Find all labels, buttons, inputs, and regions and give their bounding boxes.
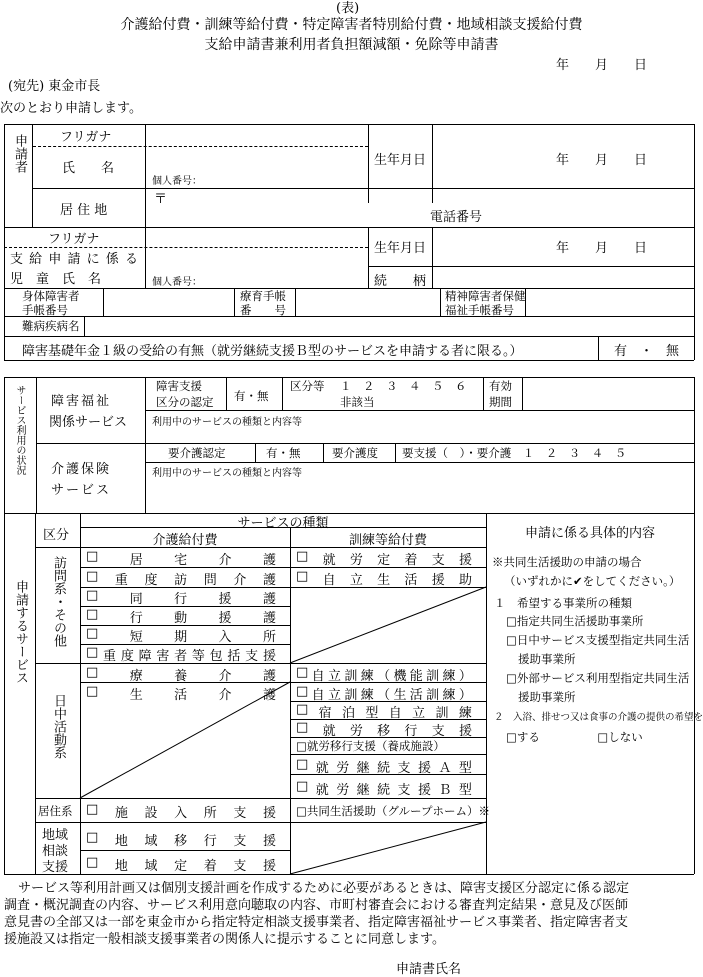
care-cert-choice[interactable]: 有・無 xyxy=(266,446,301,460)
usage-side-label: サービス利用の状況 xyxy=(14,385,25,475)
welfare-service-label: 障害福祉 xyxy=(51,394,112,409)
option-gaibu-service[interactable]: □外部サービス利用型指定共同生活 xyxy=(506,671,690,685)
service-jiritsu-seikatsu[interactable]: □ 自 立 生 活 援 助 xyxy=(296,569,472,588)
category-label: 区分等 xyxy=(290,379,325,393)
service-kodo-engo[interactable]: □ 行 動 援 護 xyxy=(86,607,276,626)
option-shitei-kyodo[interactable]: □指定共同生活援助事業所 xyxy=(506,614,644,628)
physical-handbook-label: 身体障害者 xyxy=(22,289,80,303)
group-kyoju-label: 居住系 xyxy=(38,804,73,818)
child-furigana-label: フリガナ xyxy=(48,232,100,247)
service-shukuhaku-jiritsu[interactable]: □ 宿 泊 型 自 立 訓 練 xyxy=(296,702,472,721)
option-nicchu-service[interactable]: □日中サービス支援型指定共同生活 xyxy=(506,633,690,647)
service-chiiki-iko[interactable]: □ 地 域 移 行 支 援 xyxy=(86,830,276,849)
kubun-header: 区分 xyxy=(43,528,70,543)
care-level-value[interactable]: 要支援（ ）・要介護 １ ２ ３ ４ ５ xyxy=(402,446,627,460)
applicant-mynumber-label: 個人番号： xyxy=(152,176,202,187)
postal-mark: 〒 xyxy=(154,192,168,207)
detail-item1: １ 希望する事業所の種類 xyxy=(494,596,632,610)
child-birth-value[interactable]: 年 月 日 xyxy=(556,241,648,256)
service-keizoku-a[interactable]: □ 就 労 継 続 支 援 Ａ 型 xyxy=(296,757,472,776)
physical-handbook-label-2: 手帳番号 xyxy=(22,303,68,317)
addressee: (宛先) 東金市長 xyxy=(8,79,101,94)
service-judo-hokatsu[interactable]: □ 重 度 障 害 者 等 包 括 支 援 xyxy=(86,645,276,664)
applicant-birth-value[interactable]: 年 月 日 xyxy=(556,153,648,168)
child-mynumber-label: 個人番号： xyxy=(152,277,202,288)
service-doko-engo[interactable]: □ 同 行 援 護 xyxy=(86,588,276,607)
child-label-line1: 支 給 申 請 に 係 る xyxy=(10,252,138,267)
service-kyotaku-kaigo[interactable]: □ 居 宅 介 護 xyxy=(86,549,276,568)
detail-header: 申請に係る具体的内容 xyxy=(524,526,655,541)
service-tanki-nyusho[interactable]: □ 短 期 入 所 xyxy=(86,626,276,645)
form-title-line2: 支給申請書兼利用者負担額減額・免除等申請書 xyxy=(204,37,499,53)
care-current-label: 利用中のサービスの種類と内容等 xyxy=(152,468,302,479)
group-nicchu-label: 日中活動系 xyxy=(51,694,66,759)
service-shuro-iko[interactable]: □ 就 労 移 行 支 援 xyxy=(296,720,472,739)
service-shuro-teichaku[interactable]: □ 就 労 定 着 支 援 xyxy=(296,549,472,568)
child-label-line2: 児 童 氏 名 xyxy=(10,272,102,287)
form-title-line1: 介護給付費・訓練等給付費・特定障害者特別給付費・地域相談支援給付費 xyxy=(120,17,583,33)
valid-period-label: 有効 xyxy=(489,379,512,393)
service-seikatsu-kaigo[interactable]: □ 生 活 介 護 xyxy=(86,684,276,703)
application-date[interactable]: 年 月 日 xyxy=(556,58,648,73)
signature-label: 申請書氏名 xyxy=(396,962,462,977)
group-chiiki-label-2: 相談 xyxy=(42,844,69,859)
applicant-address-label: 居 住 地 xyxy=(60,203,108,218)
intractable-disease-label: 難病疾病名 xyxy=(22,319,80,333)
service-jiritsu-seikatsu-kunren[interactable]: □ 自 立 訓 練 （ 生 活 訓 練 ） xyxy=(296,684,472,703)
detail-item2: ２ 入浴、排せつ又は食事の介護の提供の希望を xyxy=(494,712,703,723)
welfare-service-label-2: 関係サービス xyxy=(49,415,128,430)
kaigo-header: 介護給付費 xyxy=(152,533,218,548)
service-chiiki-teichaku[interactable]: □ 地 域 定 着 支 援 xyxy=(86,855,276,874)
detail-instruction: （いずれかに✔をしてください。） xyxy=(504,574,681,588)
relation-label: 続 柄 xyxy=(374,274,427,289)
pension-question: 障害基礎年金１級の受給の有無（就労継続支援Ｂ型のサービスを申請する者に限る。） xyxy=(22,344,523,359)
support-cert-label: 障害支援 xyxy=(156,379,202,393)
applicant-furigana-label: フリガナ xyxy=(60,130,112,145)
signature-field[interactable] xyxy=(470,954,690,972)
kunren-header: 訓練等給付費 xyxy=(348,533,427,548)
page-side-label: (表) xyxy=(336,1,360,16)
consent-line1: サービス等利用計画又は個別支援計画を作成するために必要があるときは、障害支援区分認定に係る認定 xyxy=(18,881,630,896)
option-gaibu-service-cont: 援助事業所 xyxy=(518,690,576,704)
service-ryoyo-kaigo[interactable]: □ 療 養 介 護 xyxy=(86,665,276,684)
service-types-header: サービスの種類 xyxy=(237,516,329,531)
phone-label: 電話番号 xyxy=(430,210,483,225)
service-shuro-iko-yosei[interactable]: □就労移行支援（養成施設） xyxy=(296,739,445,753)
service-judo-homon-kaigo[interactable]: □ 重 度 訪 問 介 護 xyxy=(86,569,276,588)
mental-handbook-label: 精神障害者保健 xyxy=(445,289,526,303)
mental-handbook-label-2: 福祉手帳番号 xyxy=(445,303,514,317)
group-homon-label: 訪問系・その他 xyxy=(51,556,66,647)
care-insurance-label-2: サービス xyxy=(51,483,112,498)
option-nicchu-service-cont: 援助事業所 xyxy=(518,652,576,666)
group-chiiki-label-3: 支援 xyxy=(42,860,69,875)
applicant-name-label: 氏 名 xyxy=(62,161,115,176)
service-keizoku-b[interactable]: □ 就 労 継 続 支 援 Ｂ 型 xyxy=(296,779,472,798)
ryoiku-handbook-label: 療育手帳 xyxy=(240,289,286,303)
detail-note: ※共同生活援助の申請の場合 xyxy=(492,555,642,569)
care-level-label: 要介護度 xyxy=(332,446,378,460)
category-na[interactable]: 非該当 xyxy=(340,395,375,409)
valid-period-label-2: 期間 xyxy=(489,395,512,409)
service-shisetsu-nyusho[interactable]: □ 施 設 入 所 支 援 xyxy=(86,802,276,821)
service-jiritsu-kino[interactable]: □ 自 立 訓 練 （ 機 能 訓 練 ） xyxy=(296,665,472,684)
support-cert-choice[interactable]: 有・無 xyxy=(234,389,269,403)
child-birth-label: 生年月日 xyxy=(374,241,427,256)
consent-line2: 調査・概況調査の内容、サービス利用意向聴取の内容、市町村審査会における審査判定結果・意見及び医師 xyxy=(4,898,629,913)
ryoiku-handbook-label-2: 番 号 xyxy=(240,303,286,317)
group-chiiki-label: 地域 xyxy=(42,828,69,843)
pension-choice[interactable]: 有 ・ 無 xyxy=(614,344,680,359)
care-wish-choice[interactable]: □する □しない xyxy=(506,730,643,744)
service-kyodo-seikatsu[interactable]: □共同生活援助（グループホーム）※ xyxy=(296,804,490,818)
care-cert-label: 要介護認定 xyxy=(168,446,226,460)
welfare-current-label: 利用中のサービスの種類と内容等 xyxy=(152,417,302,428)
support-cert-label-2: 区分の認定 xyxy=(156,395,214,409)
applicant-birth-label: 生年月日 xyxy=(374,153,427,168)
consent-line4: 援施設又は指定一般相談支援事業者の関係人に提示することに同意します。 xyxy=(4,932,445,947)
consent-line3: 意見書の全部又は一部を東金市から指定特定相談支援事業者、指定障害福祉サービス事業者、指定障害者支 xyxy=(4,915,629,930)
intro-text: 次のとおり申請します。 xyxy=(0,101,142,116)
care-insurance-label: 介護保険 xyxy=(51,462,112,477)
category-numbers[interactable]: １ ２ ３ ４ ５ ６ xyxy=(340,379,467,393)
applicant-side-label: 申請者 xyxy=(12,134,27,173)
applied-services-side-label: 申請するサービス xyxy=(13,580,28,684)
